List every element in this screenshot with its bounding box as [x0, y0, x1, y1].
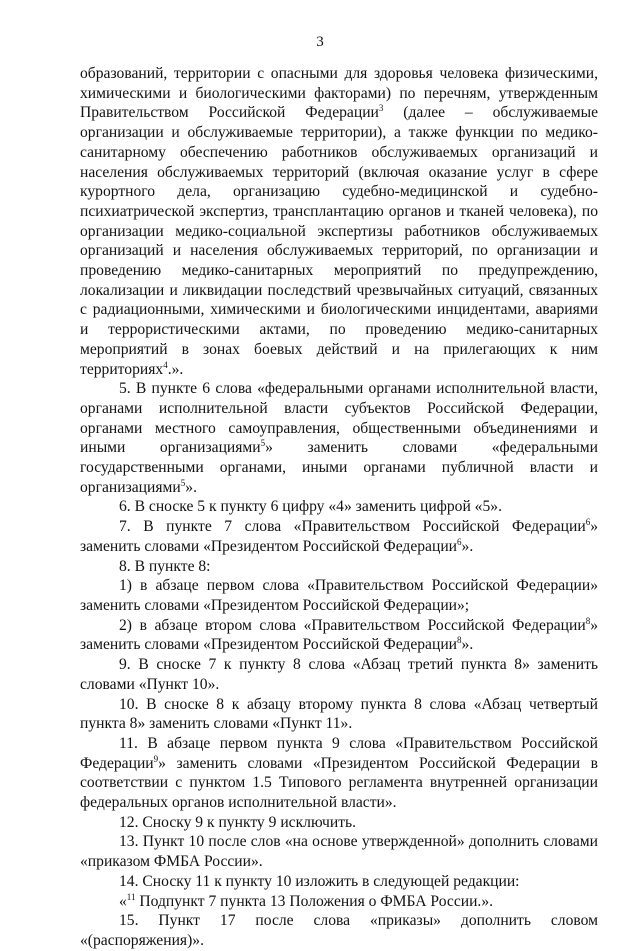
paragraph-text: 1) в абзаце первом слова «Правительством Российской Федерации» заменить словами «Президентом Российской Федерации»;: [80, 577, 598, 614]
footnote-marker: 6: [585, 516, 591, 527]
paragraph: [80, 734, 598, 813]
document-body: [80, 64, 598, 951]
footnote-marker: 11: [126, 891, 136, 902]
paragraph-text: 15. Пункт 17 после слова «приказы» дополнить словом «(распоряжения)».: [80, 912, 598, 949]
paragraph-text: ».: [461, 636, 474, 654]
footnote-marker: 5: [180, 477, 186, 488]
paragraph-text: Подпункт 7 пункта 13 Положения о ФМБА России.».: [135, 892, 494, 910]
paragraph-text: 6. В сноске 5 к пункту 6 цифру «4» заменить цифрой «5».: [119, 498, 502, 516]
paragraph-text: 9. В сноске 7 к пункту 8 слова «Абзац третий пункта 8» заменить словами «Пункт 10».: [80, 656, 598, 693]
footnote-marker: 8: [585, 615, 591, 626]
paragraph: [80, 517, 598, 556]
paragraph-text: » заменить словами «федеральными государственными органами, иными органами публичной власти и организациями: [80, 439, 598, 496]
paragraph-text: 14. Сноску 11 к пункту 10 изложить в следующей редакции:: [119, 872, 520, 890]
paragraph-text: 8. В пункте 8:: [119, 557, 211, 575]
paragraph: [80, 911, 598, 950]
paragraph: [80, 695, 598, 734]
paragraph-text: 11. В абзаце первом пункта 9 слова «Правительством Российской Федерации: [80, 734, 598, 772]
paragraph-text: 5. В пункте 6 слова «федеральными органами исполнительной власти, органами исполнительной власти субъектов Российской Федерации, органами местного самоуправления, общественными объединениями и иными организациями: [80, 380, 598, 457]
paragraph-text: 13. Пункт 10 после слов «на основе утвержденной» дополнить словами «приказом ФМБА России».: [80, 833, 598, 871]
paragraph-text: ».: [461, 537, 474, 555]
footnote-marker: 3: [378, 103, 384, 114]
footnote-marker: 5: [260, 438, 266, 449]
paragraph-text: » заменить словами «Президентом Российской Федерации в соответствии с пунктом 1.5 Типового регламента внутренней организации федеральных органов исполнительной власти».: [80, 754, 598, 812]
footnote-marker: 9: [153, 753, 159, 764]
paragraph-text: 7. В пункте 7 слова «Правительством Российской Федерации: [119, 518, 586, 536]
paragraph: [80, 616, 598, 655]
footnote-marker: 4: [163, 359, 168, 370]
paragraph-text: .».: [167, 360, 184, 378]
paragraph: [80, 832, 598, 871]
paragraph: [80, 892, 598, 912]
paragraph: [80, 813, 598, 833]
page-number: 3: [316, 34, 324, 50]
paragraph: [80, 655, 598, 694]
paragraph-text: образований, территории с опасными для здоровья человека физическими, химическими и биологическими факторами) по перечням, утвержденным Правительством Российской Федерации: [80, 65, 598, 122]
paragraph-text: » заменить словами «Президентом Российской Федерации: [80, 518, 598, 555]
footnote-marker: 8: [457, 635, 462, 646]
paragraph: [80, 872, 598, 892]
paragraph: [80, 576, 598, 615]
paragraph-text: ».: [185, 478, 197, 496]
paragraph-text: «: [119, 892, 127, 910]
paragraph-text: (далее – обслуживаемые организации и обслуживаемые территории), а также функции по медико-санитарному обеспечению работников обслуживаемых организаций и населения обслуживаемых территорий (включая оказание услуг в сфере курортного дела, организацию судебно-медицинской и судебно-психиатрической экспертиз, трансплантацию органов и тканей человека), по организации медико-социальной экспертизы работников обслуживаемых организаций и населения обслуживаемых территорий, по организации и проведению медико-санитарных мероприятий по предупреждению, локализации и ликвидации последствий чрезвычайных ситуаций, связанных с радиационными, химическими и биологическими инцидентами, авариями и террористическими актами, по проведению медико-санитарных мероприятий в зонах боевых действий и на прилегающих к ним территориях: [80, 104, 599, 378]
paragraph-text: 12. Сноску 9 к пункту 9 исключить.: [119, 813, 357, 831]
paragraph: [80, 497, 598, 517]
paragraph-text: » заменить словами «Президентом Российской Федерации: [80, 616, 598, 654]
footnote-marker: 6: [457, 536, 462, 547]
paragraph: [80, 557, 598, 577]
paragraph-text: 2) в абзаце втором слова «Правительством Российской Федерации: [119, 616, 586, 634]
paragraph: [80, 64, 598, 379]
paragraph: [80, 379, 598, 497]
paragraph-text: 10. В сноске 8 к абзацу второму пункта 8 слова «Абзац четвертый пункта 8» заменить словами «Пункт 11».: [80, 695, 598, 733]
